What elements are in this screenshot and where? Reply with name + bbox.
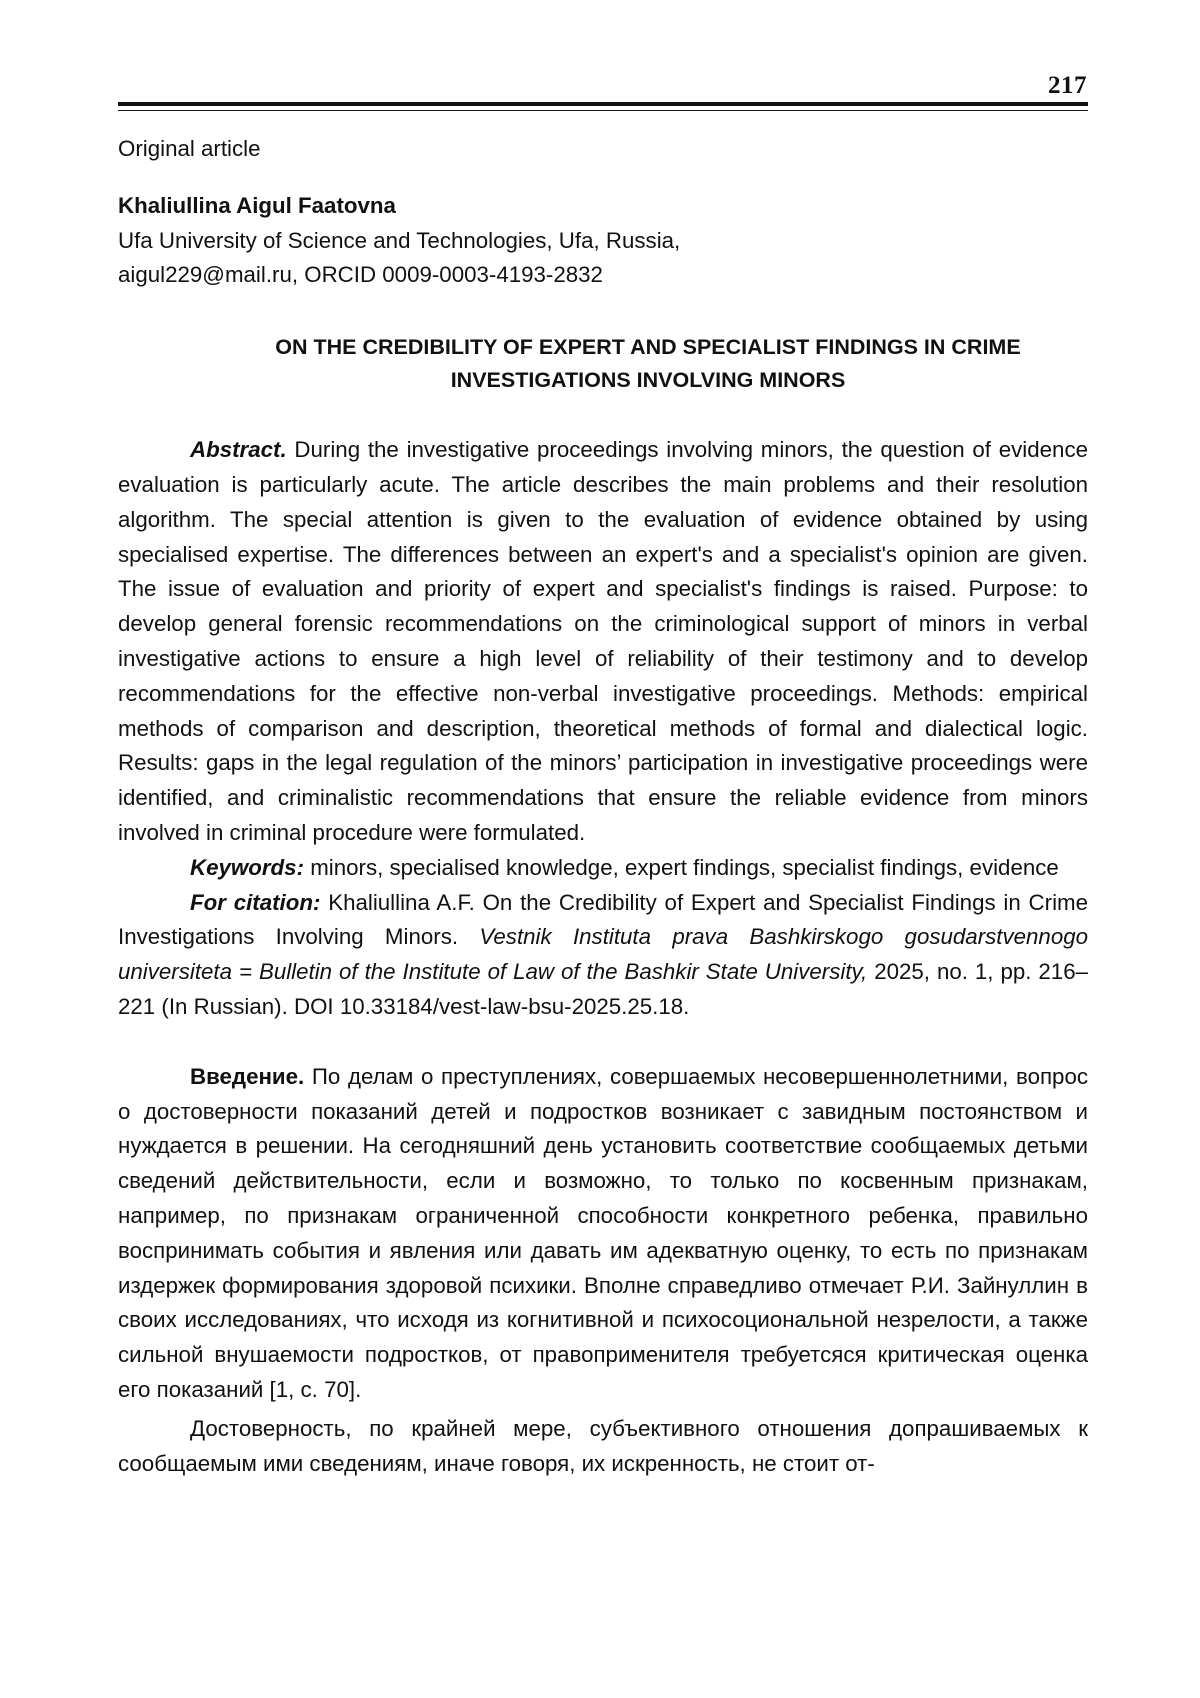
introduction-paragraph-2: Достоверность, по крайней мере, субъективного отношения допрашиваемых к сообщаемым ими сведениям, иначе говоря, их искренность, не стоит от- — [118, 1415, 1088, 1476]
abstract — [118, 433, 1088, 851]
introduction-paragraph — [118, 1060, 1088, 1408]
section-spacer — [118, 1025, 1088, 1060]
citation-journal: Vestnik Instituta prava Bashkirskogo gosudarstvennogo universiteta = Bulletin of the Institute of Law of the Bashkir State University, — [118, 924, 1089, 985]
header-rule-thin — [118, 110, 1088, 111]
abstract-text: During the investigative proceedings involving minors, the question of evidence evaluation is particularly acute. The article describes the main problems and their resolution algorithm. The special attention is given to the evaluation of evidence obtained by using specialised expertise. The differences between an expert's and a specialist's opinion are given. The issue of evaluation and priority of expert and specialist's findings is raised. Purpose: to develop general forensic recommendations on the criminological support of minors in verbal investigative actions to ensure a high level of reliability of their testimony and to develop recommendations for the effective non-verbal investigative proceedings. Methods: empirical methods of comparison and description, theoretical methods of formal and dialectical logic. Results: gaps in the legal regulation of the minors’ participation in investigative proceedings were identified, and criminalistic recommendations that ensure the reliable evidence from minors involved in criminal procedure were formulated. — [118, 437, 1088, 845]
article-type: Original article — [118, 136, 261, 161]
article-body — [118, 132, 1088, 1481]
keywords-label: Keywords: — [190, 854, 304, 880]
citation — [118, 886, 1088, 1025]
introduction-label: Введение. — [190, 1063, 305, 1089]
citation-tail: 2025, no. 1, pp. 216–221 (In Russian). DOI 10.33184/vest-law-bsu-2025.25.18. — [118, 959, 1088, 1019]
introduction-text: По делам о преступлениях, совершаемых несовершеннолетними, вопрос о достоверности показаний детей и подростков возникает с завидным постоянством и нуждается в решении. На сегодняшний день установить соответствие сообщаемых детьми сведений действительности, если и возможно, то только по косвенным признакам, например, по признакам ограниченной способности конкретного ребенка, правильно воспринимать события и явления или давать им адекватную оценку, то есть по признакам издержек формирования здоровой психики. Вполне справедливо отмечает Р.И. Зайнуллин в своих исследованиях, что исходя из когнитивной и психосоциональной незрелости, а также сильной внушаемости подростков, от правоприменителя требуетсяся критическая оценка его показаний [1, с. 70]. — [118, 1063, 1088, 1402]
author-contact: aigul229@mail.ru, ORCID 0009-0003-4193-2832 — [118, 262, 603, 288]
citation-text: Khaliullina A.F. On the Credibility of Expert and Specialist Findings in Crime Investigations Involving Minors. — [118, 889, 1088, 950]
author-affiliation: Ufa University of Science and Technologies, Ufa, Russia, — [118, 227, 681, 253]
keywords-text: minors, specialised knowledge, expert findings, specialist findings, evidence — [310, 854, 1059, 880]
abstract-label: Abstract. — [190, 437, 287, 463]
article-title: ON THE CREDIBILITY OF EXPERT AND SPECIALIST FINDINGS IN CRIME INVESTIGATIONS INVOLVING MINORS — [275, 335, 1021, 393]
keywords — [118, 851, 1088, 886]
citation-label: For citation: — [190, 889, 321, 915]
author-name: Khaliullina Aigul Faatovna — [118, 192, 396, 218]
header-rule-thick — [118, 102, 1088, 106]
page-number: 217 — [1048, 72, 1087, 99]
